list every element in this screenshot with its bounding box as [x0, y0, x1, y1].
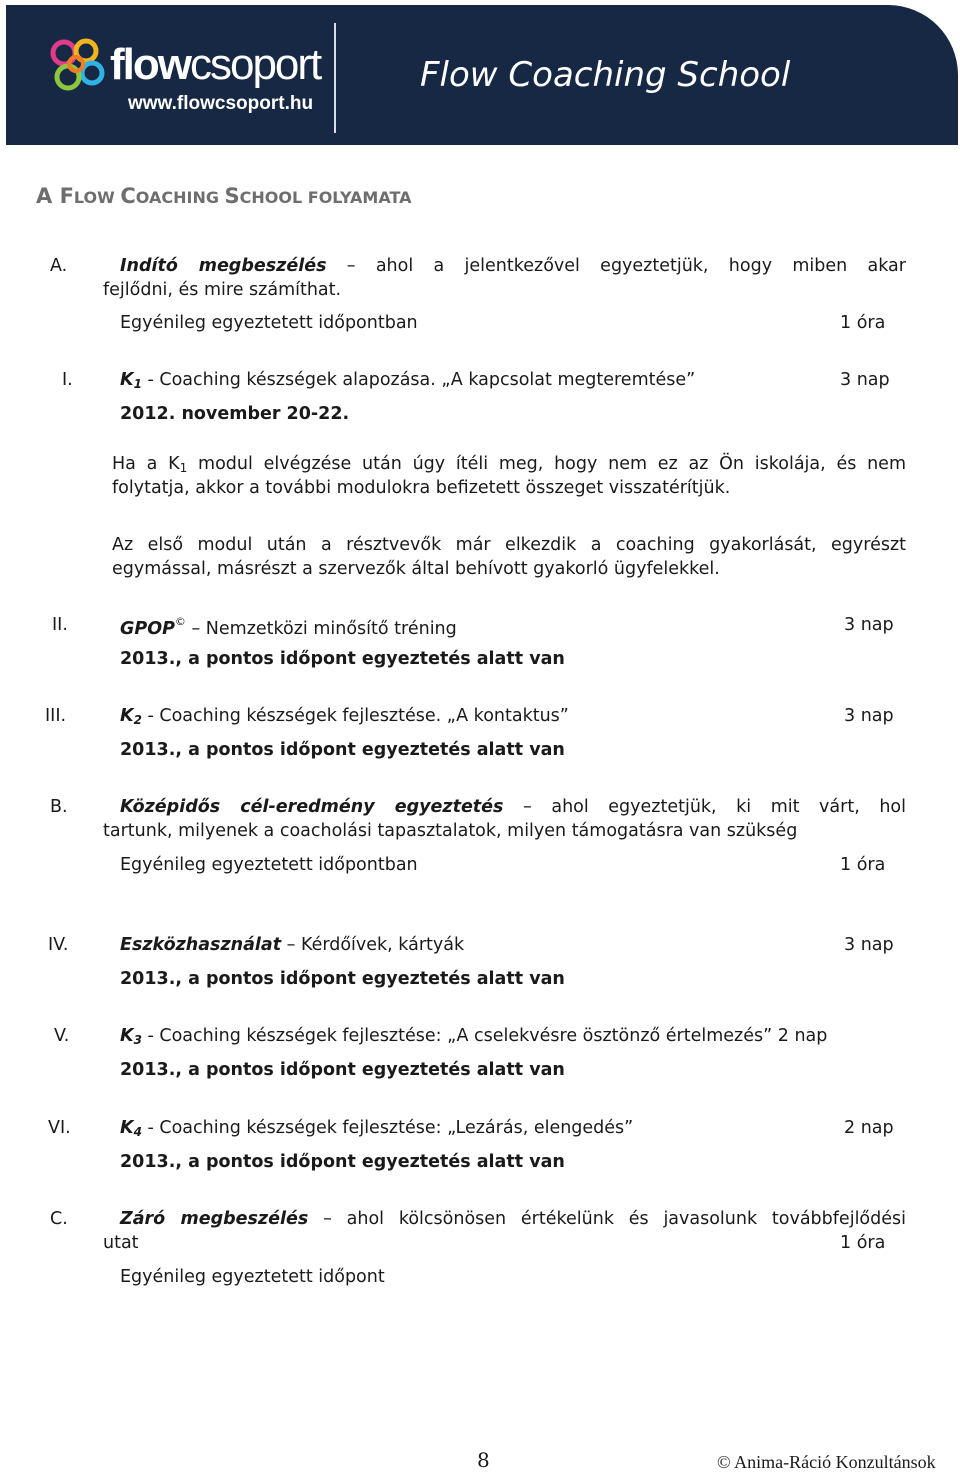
- item-iv-line: [120, 935, 464, 955]
- note-text: modul elvégzése után úgy ítéli meg, hogy nem ez az Ön iskolája, és nem: [198, 454, 906, 474]
- item-iv-date: 2013., a pontos időpont egyeztetés alatt van: [120, 969, 565, 989]
- item-i-line: [120, 370, 695, 391]
- item-ii-line: [120, 615, 457, 639]
- item-b-duration: 1 óra: [840, 855, 886, 875]
- item-c-line: [120, 1209, 906, 1229]
- logo-thin: csoport: [189, 40, 321, 89]
- item-b-dash: –: [523, 797, 532, 817]
- item-v-line: [120, 1026, 827, 1047]
- item-v-text: - Coaching készségek fejlesztése: „A cselekvésre ösztönző értelmezés” 2 nap: [147, 1026, 828, 1046]
- banner-title: Flow Coaching School: [420, 55, 791, 95]
- item-a-title: Indító megbeszélés: [120, 256, 327, 276]
- item-a-desc2: fejlődni, és mire számíthat.: [103, 280, 342, 300]
- item-b-marker: B.: [50, 797, 68, 817]
- section-heading: [36, 184, 412, 208]
- item-i-note2-cont: egymással, másrészt a szervezők által behívott gyakorló ügyfelekkel.: [112, 559, 720, 579]
- item-iv-title: Eszközhasználat: [120, 935, 282, 955]
- item-iii-marker: III.: [45, 706, 67, 726]
- item-c-schedule: Egyénileg egyeztetett időpont: [120, 1267, 385, 1287]
- footer-copyright: © Anima-Ráció Konzultánsok: [717, 1452, 936, 1472]
- flow-logo-icon: [46, 37, 108, 95]
- item-ii-title: GPOP: [120, 619, 175, 639]
- heading-part: OACHING: [135, 188, 225, 207]
- item-iii-k: K: [120, 706, 134, 726]
- item-vi-marker: VI.: [48, 1118, 71, 1138]
- item-vi-k-sub: 4: [133, 1125, 142, 1139]
- item-c-title: Záró megbeszélés: [120, 1209, 309, 1229]
- item-i-note1: [112, 454, 906, 475]
- banner-divider: [334, 23, 336, 133]
- item-ii-duration: 3 nap: [844, 615, 894, 635]
- item-b-desc: ahol egyeztetjük, ki mit várt, hol: [551, 797, 906, 817]
- item-c-duration: 1 óra: [840, 1233, 886, 1253]
- item-v-k: K: [120, 1026, 134, 1046]
- item-c-marker: C.: [50, 1209, 68, 1229]
- item-i-marker: I.: [62, 370, 73, 390]
- heading-part: C: [120, 184, 136, 208]
- heading-part: A F: [36, 184, 74, 208]
- item-a-desc: ahol a jelentkezővel egyeztetjük, hogy miben akar: [375, 256, 906, 276]
- logo-url: www.flowcsoport.hu: [128, 93, 314, 114]
- copyright-icon: ©: [174, 615, 186, 628]
- item-i-text: - Coaching készségek alapozása. „A kapcsolat megteremtése”: [147, 370, 696, 390]
- item-i-k: K: [120, 370, 134, 390]
- item-vi-duration: 2 nap: [844, 1118, 894, 1138]
- heading-part: S: [224, 184, 240, 208]
- item-i-note2: Az első modul után a résztvevők már elkezdik a coaching gyakorlását, egyrészt: [112, 535, 906, 555]
- item-vi-k: K: [120, 1118, 134, 1138]
- item-a-duration: 1 óra: [840, 313, 886, 333]
- item-iv-marker: IV.: [48, 935, 69, 955]
- note-text: Ha a K: [112, 454, 180, 474]
- item-v-marker: V.: [54, 1026, 70, 1046]
- item-iv-text: – Kérdőívek, kártyák: [286, 935, 465, 955]
- item-ii-marker: II.: [52, 615, 68, 635]
- item-iii-date: 2013., a pontos időpont egyeztetés alatt van: [120, 740, 565, 760]
- item-i-duration: 3 nap: [840, 370, 890, 390]
- item-i-k-sub: 1: [133, 377, 142, 391]
- item-a-marker: A.: [50, 256, 68, 276]
- item-c-desc2: utat: [103, 1233, 139, 1253]
- page-number: 8: [477, 1448, 490, 1472]
- heading-part: LOW: [73, 188, 121, 207]
- heading-part: CHOOL FOLYAMATA: [239, 188, 412, 207]
- logo-wordmark: [110, 40, 321, 89]
- item-b-desc2: tartunk, milyenek a coacholási tapasztalatok, milyen támogatásra van szükség: [103, 821, 798, 841]
- item-v-date: 2013., a pontos időpont egyeztetés alatt van: [120, 1060, 565, 1080]
- item-c-dash: –: [323, 1209, 332, 1229]
- header-banner: [6, 5, 958, 145]
- item-b-schedule: Egyénileg egyeztetett időpontban: [120, 855, 418, 875]
- item-a-line: [120, 256, 906, 276]
- note-sub: 1: [179, 461, 188, 475]
- item-vi-text: - Coaching készségek fejlesztése: „Lezárás, elengedés”: [147, 1118, 634, 1138]
- item-v-k-sub: 3: [133, 1033, 142, 1047]
- item-ii-date: 2013., a pontos időpont egyeztetés alatt van: [120, 649, 565, 669]
- logo-bold: flow: [110, 40, 190, 89]
- item-i-note1-cont: folytatja, akkor a további modulokra befizetett összeget visszatérítjük.: [112, 478, 731, 498]
- item-iii-duration: 3 nap: [844, 706, 894, 726]
- item-a-schedule: Egyénileg egyeztetett időpontban: [120, 313, 418, 333]
- item-iv-duration: 3 nap: [844, 935, 894, 955]
- item-iii-text: - Coaching készségek fejlesztése. „A kontaktus”: [147, 706, 569, 726]
- item-i-date: 2012. november 20-22.: [120, 404, 350, 424]
- item-iii-k-sub: 2: [133, 713, 142, 727]
- item-ii-text: – Nemzetközi minősítő tréning: [191, 619, 457, 639]
- item-vi-line: [120, 1118, 633, 1139]
- item-iii-line: [120, 706, 569, 727]
- item-a-dash: –: [346, 256, 356, 276]
- item-c-desc: ahol kölcsönösen értékelünk és javasolunk továbbfejlődési: [346, 1209, 906, 1229]
- item-b-line: [120, 797, 906, 817]
- item-b-title: Középidős cél-eredmény egyeztetés: [120, 797, 504, 817]
- item-vi-date: 2013., a pontos időpont egyeztetés alatt van: [120, 1152, 565, 1172]
